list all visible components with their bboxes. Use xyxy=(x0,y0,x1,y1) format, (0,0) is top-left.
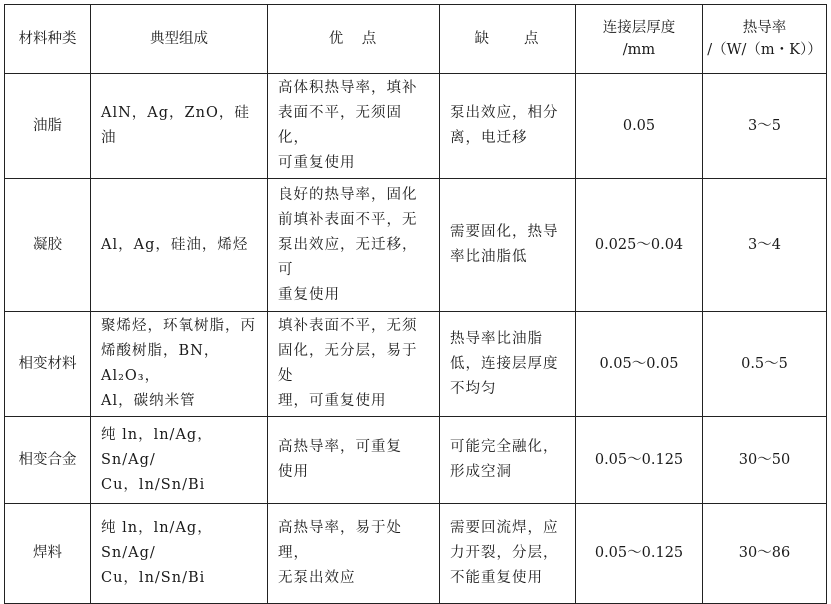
disadvantages-cell xyxy=(440,504,576,604)
advantages-line: 泵出效应，无迁移，可 xyxy=(278,236,418,278)
materials-table xyxy=(4,4,827,604)
header-material: 材料种类 xyxy=(5,5,91,74)
header-thickness-line2: /mm xyxy=(622,42,656,58)
advantages-line: 重复使用 xyxy=(278,286,340,303)
conductivity-cell: 0.5～5 xyxy=(703,312,827,417)
advantages-line: 填补表面不平，无须 xyxy=(278,318,418,334)
disadvantages-line: 热导率比油脂 xyxy=(450,330,543,347)
disadvantages-cell xyxy=(440,179,576,312)
disadvantages-line: 离，电迁移 xyxy=(450,130,528,146)
disadvantages-line: 不均匀 xyxy=(450,380,497,397)
composition-line: Al，碳纳米管 xyxy=(101,393,196,409)
disadvantages-cell xyxy=(440,74,576,179)
header-composition: 典型组成 xyxy=(91,5,268,74)
material-cell: 油脂 xyxy=(5,74,91,179)
header-conductivity xyxy=(703,5,827,74)
header-conductivity-line1: 热导率 xyxy=(742,20,787,36)
material-cell: 相变材料 xyxy=(5,312,91,417)
disadvantages-line: 低，连接层厚度 xyxy=(450,355,559,372)
advantages-line: 前填补表面不平，无 xyxy=(278,211,418,228)
table-body xyxy=(5,74,827,604)
header-disadvantages: 缺 点 xyxy=(440,5,576,74)
disadvantages-line: 力开裂，分层， xyxy=(450,545,559,561)
advantages-cell xyxy=(268,312,440,417)
advantages-line: 表面不平，无须固化， xyxy=(278,105,402,146)
composition-cell xyxy=(91,417,268,504)
composition-cell xyxy=(91,179,268,312)
advantages-cell xyxy=(268,417,440,504)
material-cell: 相变合金 xyxy=(5,417,91,504)
conductivity-cell: 30～50 xyxy=(703,417,827,504)
advantages-line: 良好的热导率，固化 xyxy=(278,186,418,203)
disadvantages-cell xyxy=(440,417,576,504)
advantages-line: 使用 xyxy=(278,464,309,480)
thickness-cell: 0.025～0.04 xyxy=(576,179,703,312)
conductivity-cell: 3～5 xyxy=(703,74,827,179)
advantages-line: 高热导率，易于处理， xyxy=(278,520,402,561)
advantages-line: 理，可重复使用 xyxy=(278,393,387,409)
composition-line: 纯 ln，ln/Ag，Sn/Ag/ xyxy=(101,426,213,468)
advantages-line: 高体积热导率，填补 xyxy=(278,80,418,96)
conductivity-cell: 30～86 xyxy=(703,504,827,604)
composition-cell xyxy=(91,504,268,604)
disadvantages-line: 不能重复使用 xyxy=(450,570,543,586)
disadvantages-cell xyxy=(440,312,576,417)
advantages-line: 无泵出效应 xyxy=(278,570,356,586)
conductivity-cell: 3～4 xyxy=(703,179,827,312)
disadvantages-line: 可能完全融化， xyxy=(450,439,559,455)
disadvantages-line: 需要回流焊，应 xyxy=(450,520,559,536)
table-row xyxy=(5,74,827,179)
header-advantages: 优 点 xyxy=(268,5,440,74)
composition-cell xyxy=(91,312,268,417)
composition-line: 聚烯烃，环氧树脂，丙 xyxy=(101,318,256,334)
advantages-cell xyxy=(268,504,440,604)
composition-cell xyxy=(91,74,268,179)
thickness-cell: 0.05～0.125 xyxy=(576,504,703,604)
advantages-line: 高热导率，可重复 xyxy=(278,439,402,455)
thickness-cell: 0.05 xyxy=(576,74,703,179)
advantages-cell xyxy=(268,179,440,312)
header-conductivity-line2: /（W/（m・K）） xyxy=(707,42,822,58)
disadvantages-line: 需要固化，热导 xyxy=(450,224,559,240)
table-row xyxy=(5,417,827,504)
advantages-cell xyxy=(268,74,440,179)
header-row xyxy=(5,5,827,74)
table-row xyxy=(5,179,827,312)
header-thickness-line1: 连接层厚度 xyxy=(602,20,676,36)
advantages-line: 可重复使用 xyxy=(278,155,356,171)
composition-line: Cu，ln/Sn/Bi xyxy=(101,476,206,493)
composition-line: AlN，Ag，ZnO，硅油 xyxy=(101,105,250,146)
composition-line: 纯 ln，ln/Ag，Sn/Ag/ xyxy=(101,520,213,561)
disadvantages-line: 泵出效应，相分 xyxy=(450,105,559,121)
material-cell: 凝胶 xyxy=(5,179,91,312)
thickness-cell: 0.05～0.125 xyxy=(576,417,703,504)
composition-line: 烯酸树脂，BN，Al₂O₃， xyxy=(101,343,220,384)
table-row xyxy=(5,312,827,417)
thickness-cell: 0.05～0.05 xyxy=(576,312,703,417)
composition-line: Al，Ag，硅油，烯烃 xyxy=(101,236,249,253)
material-cell: 焊料 xyxy=(5,504,91,604)
header-thickness xyxy=(576,5,703,74)
composition-line: Cu，ln/Sn/Bi xyxy=(101,570,206,586)
disadvantages-line: 形成空洞 xyxy=(450,464,512,480)
advantages-line: 固化，无分层，易于处 xyxy=(278,343,418,384)
disadvantages-line: 率比油脂低 xyxy=(450,249,528,265)
table-row xyxy=(5,504,827,604)
